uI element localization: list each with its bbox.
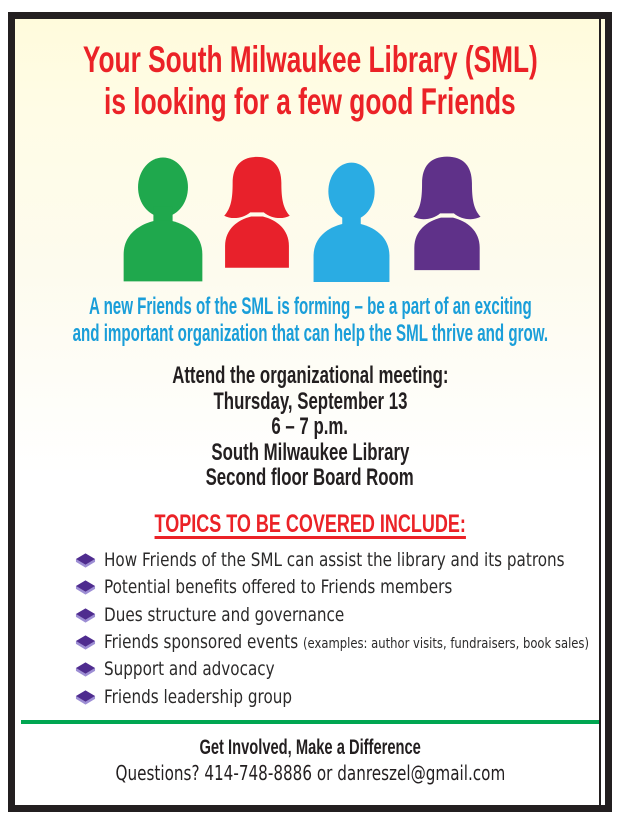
- topic-main-text: Friends leadership group: [104, 685, 293, 708]
- meeting-date: [15, 389, 605, 415]
- topic-text: [104, 658, 275, 680]
- topic-text: [104, 549, 565, 571]
- list-item: [75, 628, 605, 655]
- page-title-line1-text: Your South Milwaukee Library (SML): [82, 39, 538, 80]
- list-item: [75, 656, 605, 683]
- page-title-line2-text: is looking for a few good Friends: [104, 81, 516, 122]
- book-bullet-icon: [75, 688, 96, 706]
- list-item: [75, 547, 605, 574]
- meeting-room: [15, 465, 605, 491]
- book-bullet-icon: [75, 551, 96, 569]
- topic-note-text: (examples: author visits, fundraisers, book sales): [303, 636, 590, 653]
- list-item: [75, 683, 605, 710]
- people-silhouettes-graphic: [115, 151, 495, 282]
- book-bullet-icon: [75, 633, 96, 651]
- list-item: [75, 574, 605, 601]
- green-person-silhouette-icon: [115, 152, 211, 282]
- meeting-details: [15, 363, 605, 491]
- purple-person-silhouette-icon: [404, 148, 490, 277]
- footer-slogan-text: Get Involved, Make a Difference: [199, 736, 421, 760]
- intro-line2: [15, 320, 605, 347]
- topics-heading: [15, 511, 605, 537]
- topics-heading-text: TOPICS TO BE COVERED INCLUDE:: [154, 509, 466, 538]
- red-person-silhouette-icon: [215, 145, 299, 278]
- meeting-time-text: 6 – 7 p.m.: [271, 413, 349, 440]
- meeting-call-to-action-text: Attend the organizational meeting:: [171, 362, 449, 389]
- topic-main-text: Potential benefits offered to Friends members: [104, 576, 453, 599]
- topic-text: [104, 686, 292, 708]
- flyer-page: [8, 12, 612, 812]
- topic-main-text: Friends sponsored events: [104, 631, 299, 654]
- meeting-date-text: Thursday, September 13: [213, 387, 407, 415]
- footer-slogan: [15, 736, 605, 760]
- meeting-place-text: South Milwaukee Library: [211, 438, 409, 466]
- footer-contact-text: Questions? 414-748-8886 or danreszel@gmail.com: [115, 761, 505, 786]
- meeting-room-text: Second floor Board Room: [205, 464, 415, 491]
- list-item: [75, 601, 605, 628]
- page-title-line1: [15, 39, 605, 81]
- intro-text: [15, 293, 605, 347]
- page-title: [15, 39, 605, 123]
- meeting-place: [15, 440, 605, 466]
- book-bullet-icon: [75, 606, 96, 624]
- topic-main-text: Support and advocacy: [104, 658, 275, 681]
- green-divider-line: [21, 720, 599, 724]
- book-bullet-icon: [75, 578, 96, 596]
- footer-contact: [15, 761, 605, 785]
- blue-person-silhouette-icon: [304, 158, 399, 282]
- intro-line2-text: and important organization that can help the SML thrive and grow.: [72, 320, 548, 347]
- meeting-call-to-action: [15, 363, 605, 389]
- intro-line1-text: A new Friends of the SML is forming – be a part of an exciting: [88, 293, 532, 320]
- page-title-line2: [15, 81, 605, 123]
- topic-main-text: Dues structure and governance: [104, 603, 345, 626]
- meeting-time: [15, 414, 605, 440]
- book-bullet-icon: [75, 660, 96, 678]
- topic-text: [104, 576, 452, 598]
- topics-list: [15, 547, 605, 711]
- topic-text: [104, 604, 344, 626]
- topic-main-text: How Friends of the SML can assist the library and its patrons: [104, 549, 565, 572]
- right-edge-rule: [599, 19, 601, 805]
- topic-text: [104, 631, 589, 653]
- intro-line1: [15, 293, 605, 320]
